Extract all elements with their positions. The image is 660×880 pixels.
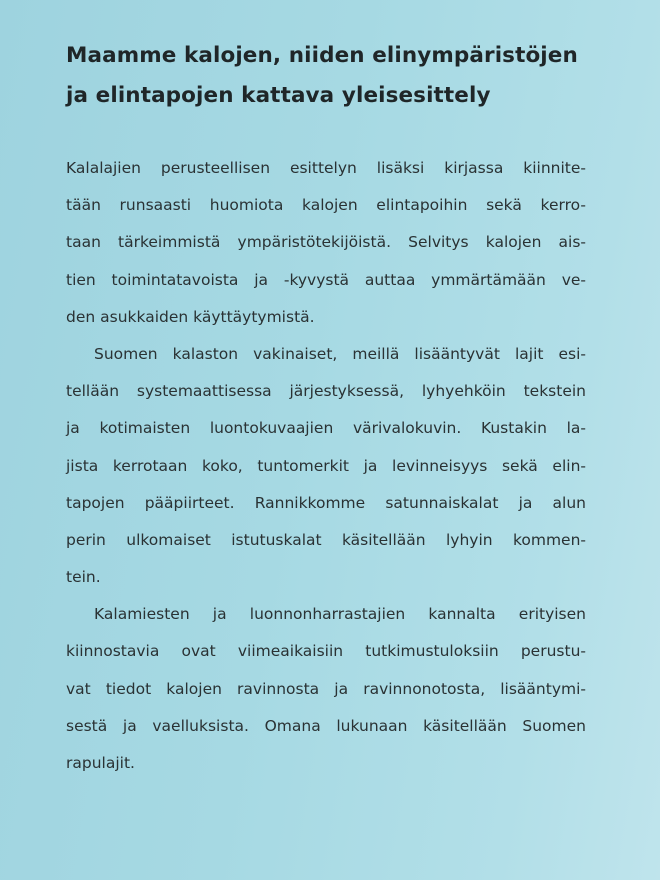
text-line: den asukkaiden käyttäytymistä.	[66, 307, 315, 326]
description-text	[66, 150, 586, 782]
text-line: Kalalajien perusteellisen esittelyn lisäksi kirjassa kiinnite-	[66, 159, 586, 177]
text-line: tään runsaasti huomiota kalojen elintapoihin sekä kerro-	[66, 196, 586, 215]
text-line: Suomen kalaston vakinaiset, meillä lisääntyvät lajit esi-	[94, 344, 586, 363]
text-line: tien toimintatavoista ja -kyvystä auttaa ymmärtämään ve-	[66, 270, 586, 289]
text-line: tellään systemaattisessa järjestyksessä, lyhyehköin tekstein	[66, 382, 586, 401]
text-line: vat tiedot kalojen ravinnosta ja ravinnonotosta, lisääntymi-	[66, 679, 586, 698]
text-line: ja kotimaisten luontokuvaajien värivalokuvin. Kustakin la-	[66, 419, 586, 438]
paragraph-3	[66, 596, 586, 782]
text-line: taan tärkeimmistä ympäristötekijöistä. Selvitys kalojen ais-	[66, 233, 586, 252]
text-line: kiinnostavia ovat viimeaikaisiin tutkimustuloksiin perustu-	[66, 642, 586, 661]
cover-heading	[66, 36, 606, 116]
heading-line: ja elintapojen kattava yleisesittely	[66, 83, 491, 108]
text-line: tein.	[66, 568, 101, 587]
text-line: sestä ja vaelluksista. Omana lukunaan käsitellään Suomen	[66, 716, 586, 735]
text-line: perin ulkomaiset istutuskalat käsitellään lyhyin kommen-	[66, 530, 586, 549]
text-line: tapojen pääpiirteet. Rannikkomme satunnaiskalat ja alun	[66, 493, 586, 512]
paragraph-1	[66, 150, 586, 336]
heading-line: Maamme kalojen, niiden elinympäristöjen	[66, 43, 578, 68]
text-line: rapulajit.	[66, 754, 135, 772]
text-line: Kalamiesten ja luonnonharrastajien kannalta erityisen	[94, 605, 586, 624]
paragraph-2	[66, 336, 586, 596]
text-line: jista kerrotaan koko, tuntomerkit ja levinneisyys sekä elin-	[66, 456, 586, 475]
